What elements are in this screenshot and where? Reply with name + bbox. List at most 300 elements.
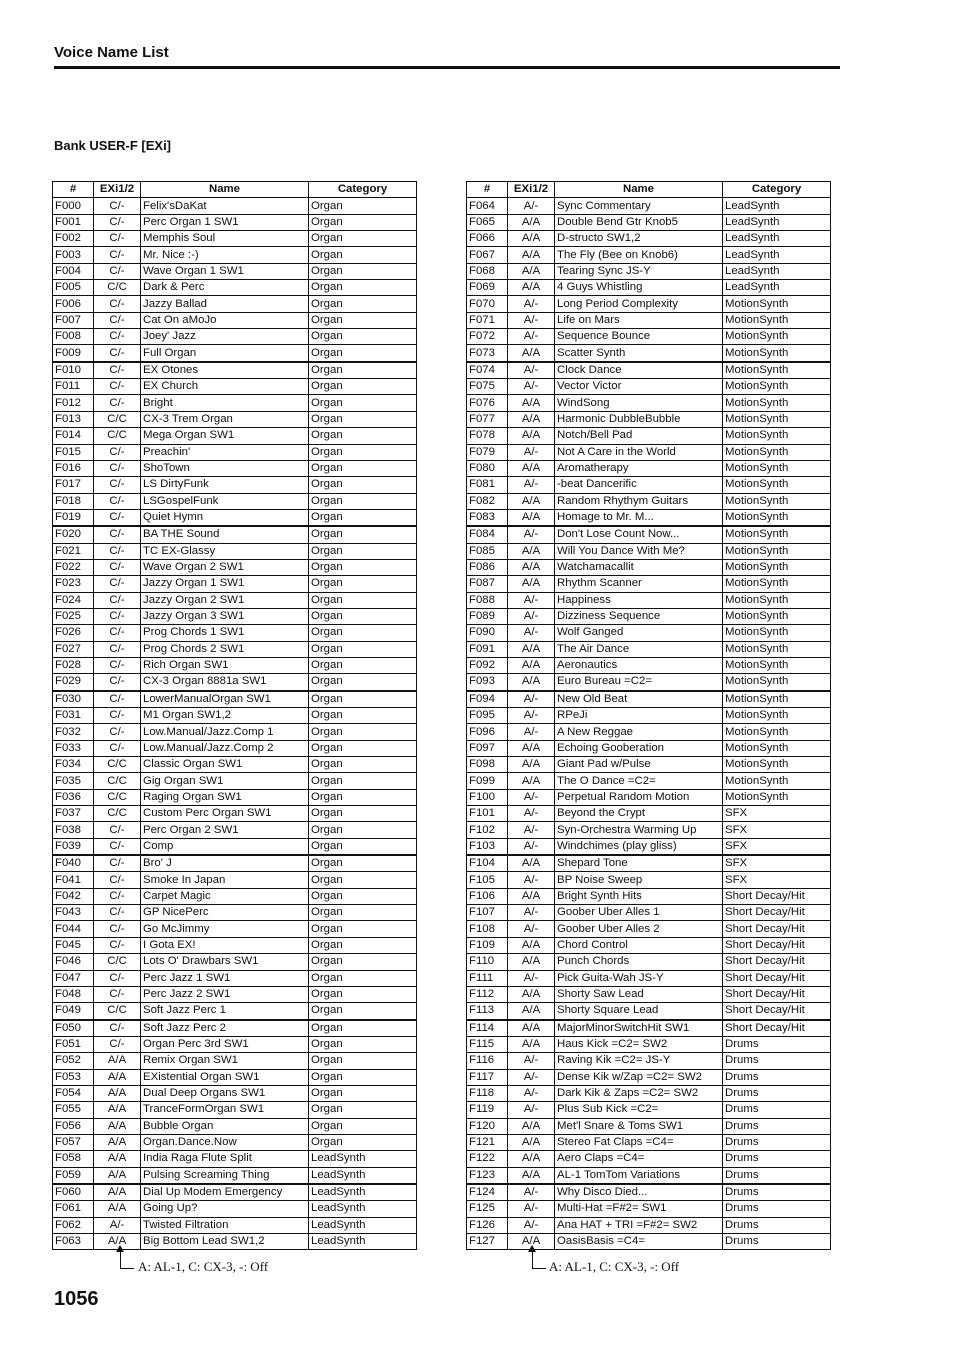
table-row [467, 231, 831, 247]
voice-name: Random Rhythym Guitars [555, 493, 723, 509]
voice-category: Organ [309, 657, 417, 673]
voice-category: Organ [309, 1102, 417, 1118]
voice-category: MotionSynth [723, 691, 831, 708]
voice-exi: C/- [94, 395, 141, 411]
voice-category: LeadSynth [723, 280, 831, 296]
voice-exi: A/- [508, 1069, 555, 1085]
voice-number: F048 [53, 986, 94, 1002]
voice-name: Smoke In Japan [141, 872, 309, 888]
voice-category: MotionSynth [723, 329, 831, 345]
table-row [53, 657, 417, 673]
table-row [53, 312, 417, 328]
voice-name: Rich Organ SW1 [141, 657, 309, 673]
voice-exi: A/A [508, 493, 555, 509]
voice-table-right [466, 181, 831, 1250]
table-row [467, 806, 831, 822]
voice-name: BA THE Sound [141, 526, 309, 543]
table-row [467, 411, 831, 427]
voice-number: F053 [53, 1069, 94, 1085]
voice-exi: C/- [94, 214, 141, 230]
voice-name: Goober Uber Alles 1 [555, 905, 723, 921]
voice-exi: C/- [94, 937, 141, 953]
table-row [467, 1020, 831, 1037]
voice-exi: A/A [508, 954, 555, 970]
table-row [53, 1053, 417, 1069]
voice-category: Organ [309, 838, 417, 855]
voice-name: RPeJi [555, 708, 723, 724]
voice-name: Jazzy Ballad [141, 296, 309, 312]
voice-name: Notch/Bell Pad [555, 428, 723, 444]
voice-name: Perc Organ 1 SW1 [141, 214, 309, 230]
voice-exi: A/A [508, 1167, 555, 1184]
voice-exi: C/C [94, 773, 141, 789]
voice-category: Organ [309, 477, 417, 493]
table-row [53, 954, 417, 970]
table-row [53, 921, 417, 937]
voice-name: Felix'sDaKat [141, 198, 309, 214]
voice-exi: C/- [94, 379, 141, 395]
voice-category: LeadSynth [723, 263, 831, 279]
voice-exi: A/A [94, 1085, 141, 1101]
voice-name: Pick Guita-Wah JS-Y [555, 970, 723, 986]
voice-number: F109 [467, 937, 508, 953]
table-row [53, 789, 417, 805]
voice-name: TC EX-Glassy [141, 543, 309, 559]
voice-name: LowerManualOrgan SW1 [141, 691, 309, 708]
table-row [467, 724, 831, 740]
table-row [467, 1053, 831, 1069]
voice-category: Drums [723, 1217, 831, 1233]
voice-category: MotionSynth [723, 708, 831, 724]
voice-number: F081 [467, 477, 508, 493]
voice-exi: C/- [94, 477, 141, 493]
voice-name: CX-3 Trem Organ [141, 411, 309, 427]
table-row [53, 526, 417, 543]
voice-number: F005 [53, 280, 94, 296]
voice-name: Harmonic DubbleBubble [555, 411, 723, 427]
voice-number: F099 [467, 773, 508, 789]
voice-exi: C/- [94, 362, 141, 379]
voice-category: Organ [309, 379, 417, 395]
col-header-name: Name [555, 182, 723, 198]
voice-exi: A/- [508, 724, 555, 740]
voice-number: F071 [467, 312, 508, 328]
voice-exi: C/- [94, 576, 141, 592]
voice-name: MajorMinorSwitchHit SW1 [555, 1020, 723, 1037]
voice-number: F062 [53, 1217, 94, 1233]
voice-name: Punch Chords [555, 954, 723, 970]
table-row [467, 493, 831, 509]
voice-exi: C/C [94, 954, 141, 970]
table-row [467, 905, 831, 921]
legend-arrow-left-foot [120, 1268, 134, 1269]
voice-name: EX Otones [141, 362, 309, 379]
voice-number: F078 [467, 428, 508, 444]
voice-exi: C/- [94, 740, 141, 756]
table-row [467, 460, 831, 476]
voice-category: Drums [723, 1151, 831, 1167]
voice-exi: C/- [94, 855, 141, 872]
voice-exi: A/- [508, 362, 555, 379]
voice-number: F022 [53, 559, 94, 575]
voice-exi: C/C [94, 806, 141, 822]
table-row [53, 1217, 417, 1233]
voice-category: MotionSynth [723, 592, 831, 608]
voice-exi: C/- [94, 592, 141, 608]
voice-name: Big Bottom Lead SW1,2 [141, 1234, 309, 1250]
voice-number: F029 [53, 674, 94, 691]
table-row [53, 986, 417, 1002]
voice-number: F010 [53, 362, 94, 379]
voice-exi: A/A [508, 1134, 555, 1150]
voice-number: F076 [467, 395, 508, 411]
table-row [467, 954, 831, 970]
voice-name: Shepard Tone [555, 855, 723, 872]
voice-number: F019 [53, 509, 94, 526]
table-row [53, 592, 417, 608]
table-row [53, 1234, 417, 1250]
voice-category: Organ [309, 1069, 417, 1085]
voice-exi: A/A [94, 1134, 141, 1150]
voice-exi: C/- [94, 608, 141, 624]
voice-number: F117 [467, 1069, 508, 1085]
voice-exi: A/A [508, 1003, 555, 1020]
voice-number: F004 [53, 263, 94, 279]
voice-name: Haus Kick =C2= SW2 [555, 1036, 723, 1052]
voice-category: Drums [723, 1134, 831, 1150]
table-row [467, 543, 831, 559]
voice-number: F067 [467, 247, 508, 263]
voice-exi: C/- [94, 708, 141, 724]
table-row [53, 263, 417, 279]
table-row [53, 460, 417, 476]
voice-name: Comp [141, 838, 309, 855]
voice-exi: C/- [94, 296, 141, 312]
voice-category: MotionSynth [723, 724, 831, 740]
voice-name: TranceFormOrgan SW1 [141, 1102, 309, 1118]
voice-number: F124 [467, 1184, 508, 1201]
voice-name: Preachin' [141, 444, 309, 460]
voice-exi: A/- [508, 905, 555, 921]
voice-name: Perc Organ 2 SW1 [141, 822, 309, 838]
voice-number: F066 [467, 231, 508, 247]
voice-category: Short Decay/Hit [723, 921, 831, 937]
table-row [53, 674, 417, 691]
voice-number: F089 [467, 608, 508, 624]
voice-number: F061 [53, 1201, 94, 1217]
voice-category: MotionSynth [723, 460, 831, 476]
voice-number: F103 [467, 838, 508, 855]
voice-number: F121 [467, 1134, 508, 1150]
voice-number: F113 [467, 1003, 508, 1020]
voice-name: Mr. Nice :-) [141, 247, 309, 263]
table-row [467, 1118, 831, 1134]
voice-exi: C/- [94, 691, 141, 708]
voice-exi: A/A [508, 411, 555, 427]
table-row [53, 1134, 417, 1150]
page-number: 1056 [54, 1288, 99, 1310]
voice-category: MotionSynth [723, 395, 831, 411]
table-row [467, 214, 831, 230]
voice-exi: C/C [94, 280, 141, 296]
voice-name: LS DirtyFunk [141, 477, 309, 493]
table-row [53, 362, 417, 379]
voice-number: F056 [53, 1118, 94, 1134]
voice-exi: A/- [508, 970, 555, 986]
voice-category: MotionSynth [723, 444, 831, 460]
voice-name: Perpetual Random Motion [555, 789, 723, 805]
table-row [53, 724, 417, 740]
voice-category: MotionSynth [723, 576, 831, 592]
voice-number: F095 [467, 708, 508, 724]
voice-category: MotionSynth [723, 509, 831, 526]
voice-exi: A/A [508, 263, 555, 279]
voice-exi: A/A [508, 395, 555, 411]
voice-name: India Raga Flute Split [141, 1151, 309, 1167]
table-row [467, 1217, 831, 1233]
voice-category: Organ [309, 954, 417, 970]
voice-category: MotionSynth [723, 641, 831, 657]
voice-exi: A/A [508, 428, 555, 444]
table-row [467, 757, 831, 773]
voice-number: F082 [467, 493, 508, 509]
voice-exi: C/- [94, 444, 141, 460]
table-row [467, 657, 831, 673]
col-header-name: Name [141, 182, 309, 198]
voice-number: F079 [467, 444, 508, 460]
table-row [467, 986, 831, 1002]
voice-number: F041 [53, 872, 94, 888]
page-header-title: Voice Name List [54, 44, 169, 61]
voice-exi: C/- [94, 838, 141, 855]
voice-name: EXistential Organ SW1 [141, 1069, 309, 1085]
voice-category: Organ [309, 543, 417, 559]
voice-name: Perc Jazz 2 SW1 [141, 986, 309, 1002]
voice-name: Low.Manual/Jazz.Comp 2 [141, 740, 309, 756]
voice-exi: C/C [94, 757, 141, 773]
table-row [53, 838, 417, 855]
voice-number: F034 [53, 757, 94, 773]
voice-number: F015 [53, 444, 94, 460]
voice-number: F050 [53, 1020, 94, 1037]
table-row [53, 937, 417, 953]
voice-category: MotionSynth [723, 526, 831, 543]
voice-name: M1 Organ SW1,2 [141, 708, 309, 724]
voice-exi: A/A [508, 543, 555, 559]
voice-name: CX-3 Organ 8881a SW1 [141, 674, 309, 691]
table-row [467, 345, 831, 362]
table-row [53, 740, 417, 756]
voice-category: SFX [723, 855, 831, 872]
voice-name: Wave Organ 1 SW1 [141, 263, 309, 279]
voice-exi: A/A [508, 231, 555, 247]
voice-category: Organ [309, 296, 417, 312]
table-row [53, 773, 417, 789]
voice-exi: C/- [94, 905, 141, 921]
table-row [53, 509, 417, 526]
voice-name: 4 Guys Whistling [555, 280, 723, 296]
voice-category: Organ [309, 691, 417, 708]
voice-number: F110 [467, 954, 508, 970]
voice-number: F098 [467, 757, 508, 773]
voice-category: Organ [309, 1085, 417, 1101]
voice-name: Memphis Soul [141, 231, 309, 247]
voice-exi: A/- [508, 1217, 555, 1233]
voice-number: F009 [53, 345, 94, 362]
voice-exi: C/- [94, 329, 141, 345]
table-row [467, 312, 831, 328]
voice-name: Wolf Ganged [555, 625, 723, 641]
voice-number: F088 [467, 592, 508, 608]
table-row [467, 838, 831, 855]
voice-name: Dense Kik w/Zap =C2= SW2 [555, 1069, 723, 1085]
voice-category: Organ [309, 198, 417, 214]
voice-number: F090 [467, 625, 508, 641]
voice-name: Homage to Mr. M... [555, 509, 723, 526]
voice-name: Shorty Square Lead [555, 1003, 723, 1020]
voice-name: AL-1 TomTom Variations [555, 1167, 723, 1184]
table-row [53, 641, 417, 657]
voice-exi: C/- [94, 872, 141, 888]
voice-number: F073 [467, 345, 508, 362]
table-row [53, 477, 417, 493]
voice-number: F036 [53, 789, 94, 805]
voice-exi: C/- [94, 986, 141, 1002]
voice-number: F106 [467, 888, 508, 904]
voice-name: Beyond the Crypt [555, 806, 723, 822]
voice-exi: C/- [94, 1036, 141, 1052]
voice-category: LeadSynth [309, 1167, 417, 1184]
voice-exi: A/A [94, 1151, 141, 1167]
table-row [467, 674, 831, 691]
voice-exi: A/A [94, 1069, 141, 1085]
voice-category: Organ [309, 625, 417, 641]
voice-category: Organ [309, 329, 417, 345]
voice-name: Why Disco Died... [555, 1184, 723, 1201]
voice-number: F052 [53, 1053, 94, 1069]
voice-number: F030 [53, 691, 94, 708]
voice-number: F008 [53, 329, 94, 345]
voice-name: Prog Chords 1 SW1 [141, 625, 309, 641]
voice-category: SFX [723, 872, 831, 888]
voice-number: F038 [53, 822, 94, 838]
voice-exi: A/- [508, 608, 555, 624]
voice-name: Multi-Hat =F#2= SW1 [555, 1201, 723, 1217]
voice-category: Organ [309, 806, 417, 822]
voice-exi: A/A [508, 1234, 555, 1250]
voice-number: F096 [467, 724, 508, 740]
voice-name: Aero Claps =C4= [555, 1151, 723, 1167]
voice-exi: A/A [508, 280, 555, 296]
voice-name: Echoing Gooberation [555, 740, 723, 756]
voice-name: Carpet Magic [141, 888, 309, 904]
voice-number: F111 [467, 970, 508, 986]
voice-name: Bubble Organ [141, 1118, 309, 1134]
voice-number: F045 [53, 937, 94, 953]
voice-category: Organ [309, 559, 417, 575]
table-row [53, 1102, 417, 1118]
voice-exi: A/A [508, 345, 555, 362]
voice-name: EX Church [141, 379, 309, 395]
table-row [53, 625, 417, 641]
voice-exi: A/A [94, 1234, 141, 1250]
voice-name: Prog Chords 2 SW1 [141, 641, 309, 657]
table-row [467, 872, 831, 888]
table-row [53, 757, 417, 773]
voice-name: Not A Care in the World [555, 444, 723, 460]
table-row [53, 1167, 417, 1184]
voice-number: F084 [467, 526, 508, 543]
voice-exi: C/C [94, 1003, 141, 1020]
voice-category: MotionSynth [723, 312, 831, 328]
table-row [467, 641, 831, 657]
voice-exi: A/- [508, 838, 555, 855]
voice-category: Organ [309, 970, 417, 986]
voice-category: Short Decay/Hit [723, 905, 831, 921]
table-row [467, 477, 831, 493]
voice-exi: A/- [508, 1053, 555, 1069]
voice-number: F023 [53, 576, 94, 592]
voice-number: F104 [467, 855, 508, 872]
voice-number: F042 [53, 888, 94, 904]
table-row [467, 362, 831, 379]
voice-number: F006 [53, 296, 94, 312]
voice-number: F002 [53, 231, 94, 247]
header-rule [54, 66, 840, 69]
voice-category: Organ [309, 822, 417, 838]
voice-category: LeadSynth [309, 1151, 417, 1167]
table-row [53, 970, 417, 986]
voice-category: Organ [309, 509, 417, 526]
voice-name: Soft Jazz Perc 2 [141, 1020, 309, 1037]
voice-category: MotionSynth [723, 789, 831, 805]
voice-category: Drums [723, 1201, 831, 1217]
table-row [53, 428, 417, 444]
voice-category: Organ [309, 592, 417, 608]
voice-number: F093 [467, 674, 508, 691]
voice-name: BP Noise Sweep [555, 872, 723, 888]
legend-arrow-right-stem [532, 1250, 533, 1268]
voice-number: F058 [53, 1151, 94, 1167]
voice-number: F064 [467, 198, 508, 214]
voice-name: Long Period Complexity [555, 296, 723, 312]
voice-name: Scatter Synth [555, 345, 723, 362]
voice-name: A New Reggae [555, 724, 723, 740]
voice-number: F112 [467, 986, 508, 1002]
voice-exi: A/A [508, 1118, 555, 1134]
voice-name: Don't Lose Count Now... [555, 526, 723, 543]
voice-name: Wave Organ 2 SW1 [141, 559, 309, 575]
voice-name: Twisted Filtration [141, 1217, 309, 1233]
voice-exi: C/- [94, 198, 141, 214]
voice-exi: A/A [508, 674, 555, 691]
voice-category: Drums [723, 1118, 831, 1134]
voice-category: LeadSynth [309, 1201, 417, 1217]
voice-exi: A/- [94, 1217, 141, 1233]
voice-exi: C/- [94, 724, 141, 740]
legend-note-left: A: AL-1, C: CX-3, -: Off [138, 1259, 269, 1274]
voice-exi: A/- [508, 789, 555, 805]
table-row [467, 559, 831, 575]
voice-number: F032 [53, 724, 94, 740]
voice-number: F100 [467, 789, 508, 805]
table-row [53, 855, 417, 872]
table-row [467, 263, 831, 279]
voice-number: F119 [467, 1102, 508, 1118]
table-row [467, 740, 831, 756]
voice-number: F014 [53, 428, 94, 444]
table-row [467, 708, 831, 724]
